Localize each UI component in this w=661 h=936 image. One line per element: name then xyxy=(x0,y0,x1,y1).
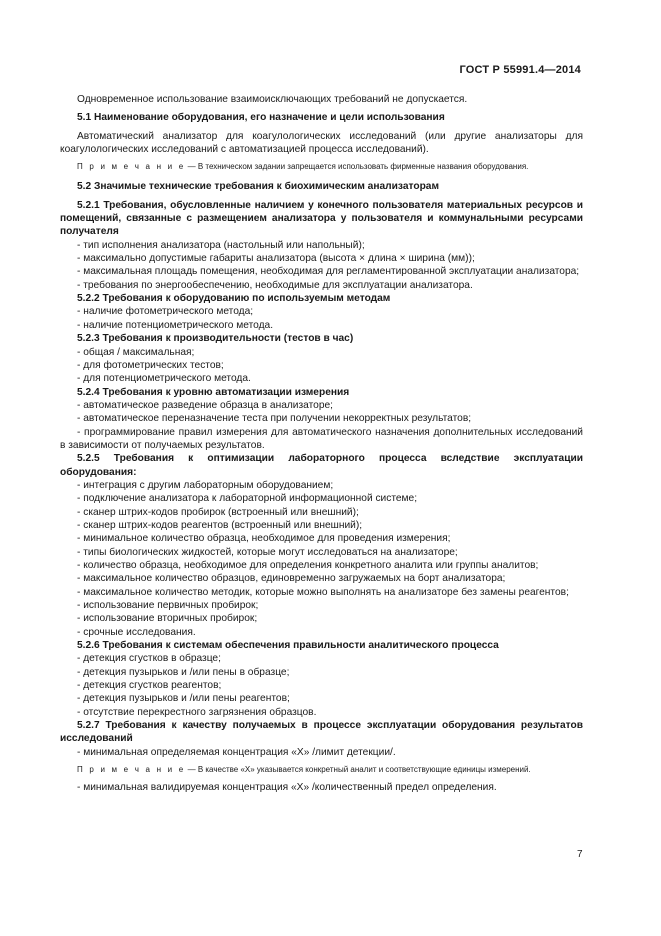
list-item: - интеграция с другим лабораторным оборудованием; xyxy=(77,479,334,491)
note-text: — В техническом задании запрещается использовать фирменные названия оборудования. xyxy=(185,162,529,172)
document-body xyxy=(60,93,583,795)
list-item: - наличие потенциометрического метода. xyxy=(77,319,274,331)
section-5-2-6-title: 5.2.6 Требования к системам обеспечения правильности аналитического процесса xyxy=(77,640,499,652)
list-item: - максимальное количество образцов, единовременно загружаемых на борт анализатора; xyxy=(77,573,506,585)
list-item: - срочные исследования. xyxy=(77,626,196,638)
list-item: - подключение анализатора к лабораторной информационной системе; xyxy=(77,493,418,505)
section-5-2-3-title: 5.2.3 Требования к производительности (тестов в час) xyxy=(77,333,354,345)
document-header: ГОСТ Р 55991.4—2014 xyxy=(459,64,581,76)
list-item: - минимальное количество образца, необходимое для проведения измерения; xyxy=(77,533,451,545)
list-item: - использование вторичных пробирок; xyxy=(77,613,258,625)
list-item: - детекция пузырьков и /или пены в образце; xyxy=(77,666,290,678)
section-5-2-4-title: 5.2.4 Требования к уровню автоматизации измерения xyxy=(77,386,350,398)
page-number: 7 xyxy=(577,849,583,860)
list-item: - общая / максимальная; xyxy=(77,346,195,358)
list-item: - тип исполнения анализатора (настольный или напольный); xyxy=(77,239,365,251)
list-item: - сканер штрих-кодов реагентов (встроенный или внешний); xyxy=(77,519,363,531)
section-5-2-title: 5.2 Значимые технические требования к биохимическим анализаторам xyxy=(77,181,440,193)
list-item: - минимальная определяемая концентрация «Х» /лимит детекции/. xyxy=(77,746,396,758)
section-5-2-7-title: 5.2.7 Требования к качеству получаемых в процессе эксплуатации оборудования результатов исследований xyxy=(60,720,583,745)
section-5-1-text: Автоматический анализатор для коагулологических исследований (или другие анализаторы для коагулологических исследований с автоматизацией процесса исследований). xyxy=(60,130,583,156)
list-item: - автоматическое разведение образца в анализаторе; xyxy=(77,399,333,411)
list-item: - типы биологических жидкостей, которые могут исследоваться на анализаторе; xyxy=(77,546,458,558)
section-5-2-7-note xyxy=(60,764,583,776)
list-item: - автоматическое переназначение теста при получении некорректных результатов; xyxy=(77,413,472,425)
list-item: - программирование правил измерения для автоматического назначения дополнительных исследований в зависимости от получаемых результатов. xyxy=(60,426,583,451)
list-item: - требования по энергообеспечению, необходимые для эксплуатации анализатора. xyxy=(77,279,473,291)
list-item: - для потенциометрического метода. xyxy=(77,373,251,385)
note-text: — В качестве «Х» указывается конкретный аналит и соответствующие единицы измерений. xyxy=(185,765,531,775)
list-item: - наличие фотометрического метода; xyxy=(77,306,254,318)
list-item: - детекция сгустков в образце; xyxy=(77,653,221,665)
list-item: - детекция пузырьков и /или пены реагентов; xyxy=(77,693,290,705)
list-item: - для фотометрических тестов; xyxy=(77,359,224,371)
note-label: П р и м е ч а н и е xyxy=(77,765,186,775)
list-item: - использование первичных пробирок; xyxy=(77,600,259,612)
section-5-2-5-title: 5.2.5 Требования к оптимизации лабораторного процесса вследствие эксплуатации оборудования: xyxy=(60,453,583,478)
section-5-2-1-title: 5.2.1 Требования, обусловленные наличием у конечного пользователя материальных ресурсов и помещений, связанные с размещением анализатора у пользователя и коммунальными ресурсами получателя xyxy=(60,199,583,238)
section-5-1-note xyxy=(60,161,583,173)
list-item: - детекция сгустков реагентов; xyxy=(77,680,222,692)
list-item: - минимальная валидируемая концентрация «Х» /количественный предел определения. xyxy=(77,782,497,794)
list-item: - максимальная площадь помещения, необходимая для регламентированной эксплуатации анализатора; xyxy=(77,266,580,278)
section-5-1-title: 5.1 Наименование оборудования, его назначение и цели использования xyxy=(77,112,445,124)
section-5-2-2-title: 5.2.2 Требования к оборудованию по используемым методам xyxy=(77,293,391,305)
note-label: П р и м е ч а н и е xyxy=(77,162,186,172)
list-item: - количество образца, необходимое для определения конкретного аналита или группы аналитов; xyxy=(77,560,539,571)
list-item: - максимальное количество методик, которые можно выполнять на анализаторе без замены реагентов; xyxy=(77,586,569,598)
list-item: - максимально допустимые габариты анализатора (высота × длина × ширина (мм)); xyxy=(77,253,475,265)
list-item: - отсутствие перекрестного загрязнения образцов. xyxy=(77,706,317,718)
intro-paragraph: Одновременное использование взаимоисключающих требований не допускается. xyxy=(77,94,468,105)
list-item: - сканер штрих-кодов пробирок (встроенный или внешний); xyxy=(77,506,359,518)
